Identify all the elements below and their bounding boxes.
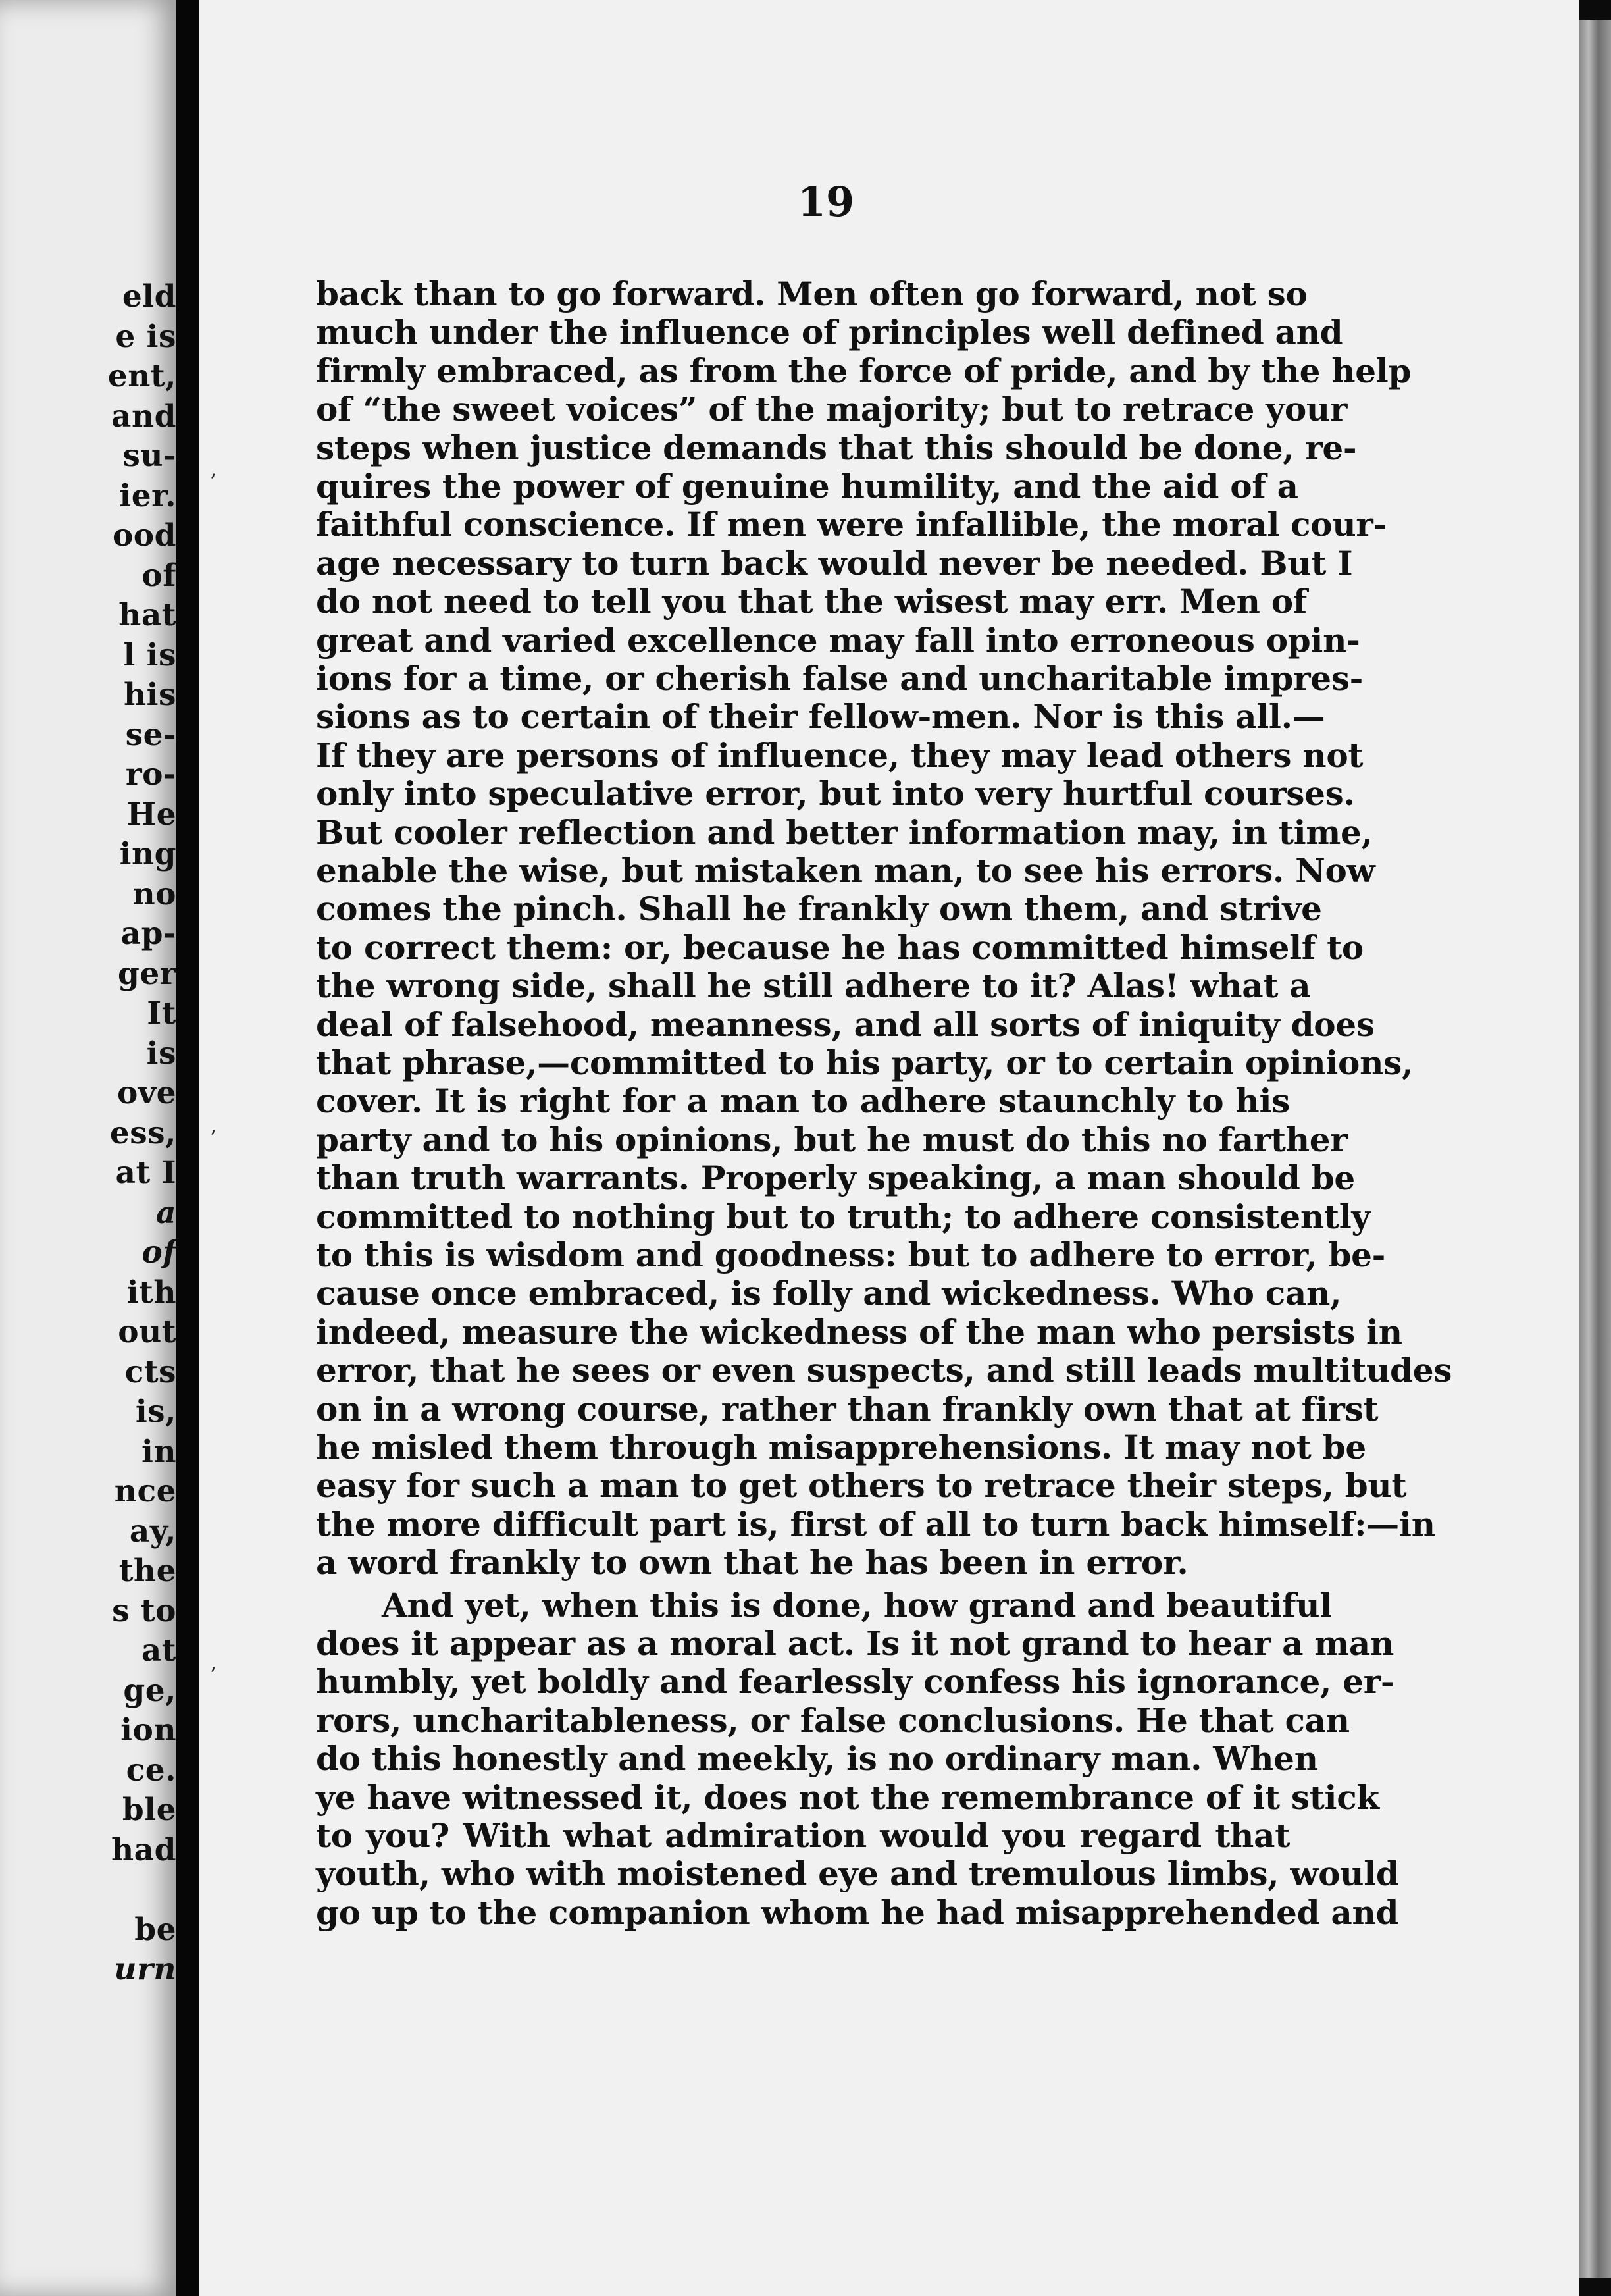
margin-mark: ʼ xyxy=(209,1127,216,1150)
facing-page-line: his xyxy=(124,678,176,712)
text-line: sions as to certain of their fellow-men. Nor is this all.— xyxy=(316,697,1325,737)
text-line: quires the power of genuine humility, and the aid of a xyxy=(316,467,1298,506)
text-line: than truth warrants. Properly speaking, a man should be xyxy=(316,1159,1355,1198)
facing-page-line: su- xyxy=(122,439,176,473)
text-line: a word frankly to own that he has been in error. xyxy=(316,1543,1189,1582)
text-line: of “the sweet voices” of the majority; but to retrace your xyxy=(316,390,1348,429)
facing-page-line: the xyxy=(118,1554,176,1588)
facing-page-line: be xyxy=(134,1912,176,1947)
facing-page-line: ier. xyxy=(119,479,176,513)
text-line: comes the pinch. Shall he frankly own them, and strive xyxy=(316,889,1322,929)
margin-mark: ʼ xyxy=(209,471,216,494)
text-line: on in a wrong course, rather than frankly own that at first xyxy=(316,1389,1379,1428)
facing-page-line: no xyxy=(132,877,176,912)
text-line: he misled them through misapprehensions. It may not be xyxy=(316,1428,1366,1467)
text-line: steps when justice demands that this should be done, re- xyxy=(316,428,1357,467)
facing-page-line: had xyxy=(111,1833,176,1867)
facing-page-line: of xyxy=(141,1236,176,1270)
text-line: And yet, when this is done, how grand and beautiful xyxy=(382,1585,1332,1625)
text-line: great and varied excellence may fall into erroneous opin- xyxy=(316,620,1360,660)
text-line: ions for a time, or cherish false and uncharitable impres- xyxy=(316,659,1364,698)
text-line: humbly, yet boldly and fearlessly confess his ignorance, er- xyxy=(316,1662,1394,1702)
facing-page-line: eld xyxy=(122,280,176,314)
text-line: cause once embraced, is folly and wickedness. Who can, xyxy=(316,1274,1342,1313)
text-line: much under the influence of principles well defined and xyxy=(316,313,1343,352)
facing-page-line: ro- xyxy=(125,758,176,792)
margin-mark: ʼ xyxy=(209,1664,216,1687)
facing-page-line: l is xyxy=(123,638,176,673)
text-line: does it appear as a moral act. Is it not grand to hear a man xyxy=(316,1624,1394,1663)
text-line: ye have witnessed it, does not the remembrance of it stick xyxy=(316,1777,1379,1817)
facing-page-line: urn xyxy=(114,1952,176,1987)
text-line: firmly embraced, as from the force of pride, and by the help xyxy=(316,351,1412,390)
text-line: that phrase,—committed to his party, or to certain opinions, xyxy=(316,1043,1414,1082)
book-gutter xyxy=(176,0,199,2296)
facing-page-line: of xyxy=(141,558,176,593)
text-line: to correct them: or, because he has committed himself to xyxy=(316,927,1364,967)
facing-page-line: cts xyxy=(124,1355,176,1390)
facing-page-line: ap- xyxy=(120,917,176,951)
facing-page-line: ger xyxy=(117,956,176,991)
text-line: committed to nothing but to truth; to adhere consistently xyxy=(316,1197,1371,1236)
text-line: the wrong side, shall he still adhere to it? Alas! what a xyxy=(316,966,1311,1006)
facing-page-line: ce. xyxy=(126,1753,176,1788)
facing-page-line: It xyxy=(147,997,176,1031)
facing-page-line: is, xyxy=(135,1395,176,1429)
text-line: faithful conscience. If men were infallible, the moral cour- xyxy=(316,505,1387,544)
text-line: go up to the companion whom he had misapprehended and xyxy=(316,1892,1399,1932)
facing-page-line: He xyxy=(126,797,176,832)
facing-page-line: ove xyxy=(116,1076,176,1110)
facing-page-line: ith xyxy=(126,1275,176,1310)
facing-page-line: is xyxy=(146,1036,176,1071)
facing-page-line: ble xyxy=(122,1793,176,1827)
text-line: age necessary to turn back would never be needed. But I xyxy=(316,543,1353,583)
text-line: enable the wise, but mistaken man, to see his errors. Now xyxy=(316,851,1375,890)
text-line: indeed, measure the wickedness of the man who persists in xyxy=(316,1312,1402,1351)
facing-page-line: e is xyxy=(115,319,176,354)
page-number: 19 xyxy=(797,178,855,226)
facing-page-line: se- xyxy=(125,718,176,752)
text-line: do not need to tell you that the wisest may err. Men of xyxy=(316,582,1308,621)
facing-page-line: s to xyxy=(112,1594,176,1629)
page-edge xyxy=(1579,20,1611,2278)
text-line: back than to go forward. Men often go forward, not so xyxy=(316,274,1308,313)
facing-page-line: ent, xyxy=(107,359,176,394)
facing-page-line: ay, xyxy=(129,1514,176,1549)
facing-page-line: out xyxy=(118,1315,176,1349)
text-line: cover. It is right for a man to adhere staunchly to his xyxy=(316,1082,1290,1121)
facing-page-line: a xyxy=(156,1195,176,1230)
facing-page-line: ion xyxy=(120,1713,176,1748)
text-line: rors, uncharitableness, or false conclusions. He that can xyxy=(316,1700,1350,1740)
text-line: to you? With what admiration would you regard that xyxy=(316,1816,1290,1855)
text-line: If they are persons of influence, they may lead others not xyxy=(316,735,1364,775)
facing-page-line: at xyxy=(141,1634,176,1668)
text-line: youth, who with moistened eye and tremulous limbs, would xyxy=(316,1854,1399,1894)
facing-page-line: and xyxy=(111,399,176,434)
facing-page-line: ood xyxy=(112,519,176,553)
text-line: do this honestly and meekly, is no ordinary man. When xyxy=(316,1739,1318,1779)
facing-page-line: in xyxy=(141,1434,176,1469)
text-line: easy for such a man to get others to retrace their steps, but xyxy=(316,1466,1407,1505)
text-line: to this is wisdom and goodness: but to adhere to error, be- xyxy=(316,1236,1386,1274)
facing-page-line: at I xyxy=(115,1156,176,1190)
text-line: But cooler reflection and better information may, in time, xyxy=(316,812,1373,852)
text-line: only into speculative error, but into very hurtful courses. xyxy=(316,774,1355,814)
text-line: party and to his opinions, but he must do this no farther xyxy=(316,1120,1348,1159)
facing-page-line: ing xyxy=(119,837,176,872)
facing-page-line: hat xyxy=(118,598,176,633)
text-line: error, that he sees or even suspects, and still leads multitudes xyxy=(316,1351,1452,1390)
text-line: the more difficult part is, first of all to turn back himself:—in xyxy=(316,1504,1435,1544)
facing-page-line: ge, xyxy=(123,1673,176,1708)
text-line: deal of falsehood, meanness, and all sorts of iniquity does xyxy=(316,1004,1375,1044)
facing-page-line: nce xyxy=(114,1474,176,1509)
facing-page-line: ess, xyxy=(109,1116,176,1151)
